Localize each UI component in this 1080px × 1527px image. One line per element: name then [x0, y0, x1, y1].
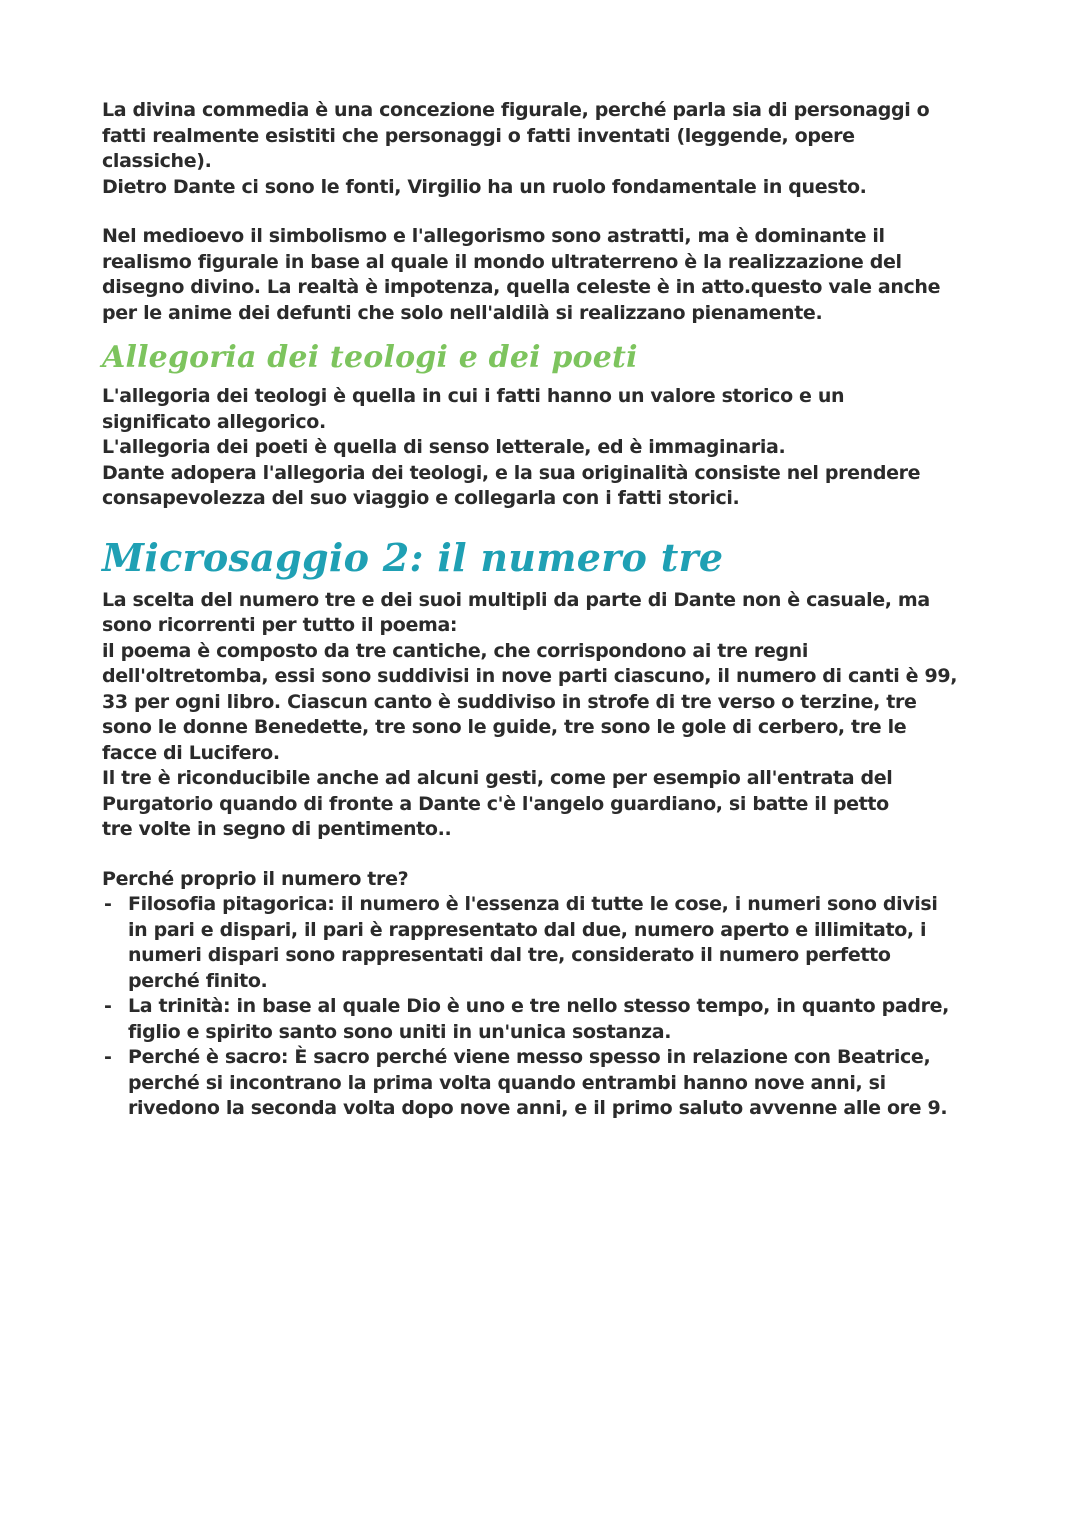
- text-line: facce di Lucifero.: [102, 741, 280, 764]
- text-line: disegno divino. La realtà è impotenza, quella celeste è in atto.questo vale anche: [102, 276, 941, 298]
- text-line: rivedono la seconda volta dopo nove anni, e il primo saluto avvenne alle ore 9.: [128, 1097, 948, 1119]
- text-line: 33 per ogni libro. Ciascun canto è suddiviso in strofe di tre verso o terzine, tre: [102, 690, 917, 713]
- text-line: La divina commedia è una concezione figurale, perché parla sia di personaggi o: [102, 99, 930, 121]
- text-line: classiche).: [102, 150, 212, 172]
- text-line: Il tre è riconducibile anche ad alcuni gesti, come per esempio all'entrata del: [102, 767, 893, 789]
- list-item: [102, 994, 982, 1045]
- text-line: in pari e dispari, il pari è rappresentato dal due, numero aperto e illimitato, i: [128, 918, 927, 941]
- list-item: [102, 1045, 982, 1122]
- text-line: La trinità: in base al quale Dio è uno e tre nello stesso tempo, in quanto padre,: [128, 995, 950, 1017]
- question-line: [102, 867, 982, 893]
- text-line: Nel medioevo il simbolismo e l'allegorismo sono astratti, ma è dominante il: [102, 225, 885, 247]
- intro-paragraph-1: [102, 98, 982, 200]
- text-line: consapevolezza del suo viaggio e collegarla con i fatti storici.: [102, 487, 740, 509]
- text-line: dell'oltretomba, essi sono suddivisi in nove parti ciascuno, il numero di canti è 99,: [102, 665, 958, 687]
- reasons-list: [102, 892, 982, 1122]
- text-line: figlio e spirito santo sono uniti in un'unica sostanza.: [128, 1020, 672, 1043]
- text-line: numeri dispari sono rappresentati dal tre, considerato il numero perfetto: [128, 944, 891, 966]
- bullet-dash: -: [104, 893, 112, 915]
- bullet-dash: -: [104, 1046, 112, 1068]
- text-line: per le anime dei defunti che solo nell'aldilà si realizzano pienamente.: [102, 301, 823, 324]
- text-line: sono ricorrenti per tutto il poema:: [102, 614, 458, 636]
- text-line: L'allegoria dei teologi è quella in cui i fatti hanno un valore storico e un: [102, 385, 845, 407]
- bullet-dash: -: [104, 995, 112, 1017]
- heading-allegoria: Allegoria dei teologi e dei poeti: [102, 340, 638, 375]
- text-line: il poema è composto da tre cantiche, che corrispondono ai tre regni: [102, 639, 808, 662]
- document-page: [102, 98, 982, 1122]
- list-item: [102, 892, 982, 994]
- text-line: Purgatorio quando di fronte a Dante c'è l'angelo guardiano, si batte il petto: [102, 792, 889, 815]
- text-line: Filosofia pitagorica: il numero è l'essenza di tutte le cose, i numeri sono divisi: [128, 893, 938, 915]
- text-line: fatti realmente esistiti che personaggi o fatti inventati (leggende, opere: [102, 124, 855, 147]
- text-line: L'allegoria dei poeti è quella di senso letterale, ed è immaginaria.: [102, 436, 786, 458]
- paragraph-gap: [102, 843, 982, 867]
- text-line: Dietro Dante ci sono le fonti, Virgilio ha un ruolo fondamentale in questo.: [102, 175, 867, 198]
- text-line: Perché proprio il numero tre?: [102, 867, 409, 890]
- microsaggio-paragraph: [102, 588, 982, 843]
- text-line: Perché è sacro: È sacro perché viene messo spesso in relazione con Beatrice,: [128, 1046, 931, 1068]
- paragraph-gap: [102, 200, 982, 224]
- heading-microsaggio: Microsaggio 2: il numero tre: [102, 534, 724, 580]
- text-line: Dante adopera l'allegoria dei teologi, e la sua originalità consiste nel prendere: [102, 461, 921, 484]
- text-line: sono le donne Benedette, tre sono le guide, tre sono le gole di cerbero, tre le: [102, 716, 907, 738]
- text-line: tre volte in segno di pentimento..: [102, 818, 452, 840]
- text-line: perché si incontrano la prima volta quando entrambi hanno nove anni, si: [128, 1071, 886, 1094]
- text-line: realismo figurale in base al quale il mondo ultraterreno è la realizzazione del: [102, 250, 902, 273]
- text-line: perché finito.: [128, 969, 268, 992]
- allegoria-paragraph: [102, 384, 982, 512]
- intro-paragraph-2: [102, 224, 982, 326]
- text-line: significato allegorico.: [102, 410, 326, 433]
- text-line: La scelta del numero tre e dei suoi multipli da parte di Dante non è casuale, ma: [102, 588, 930, 611]
